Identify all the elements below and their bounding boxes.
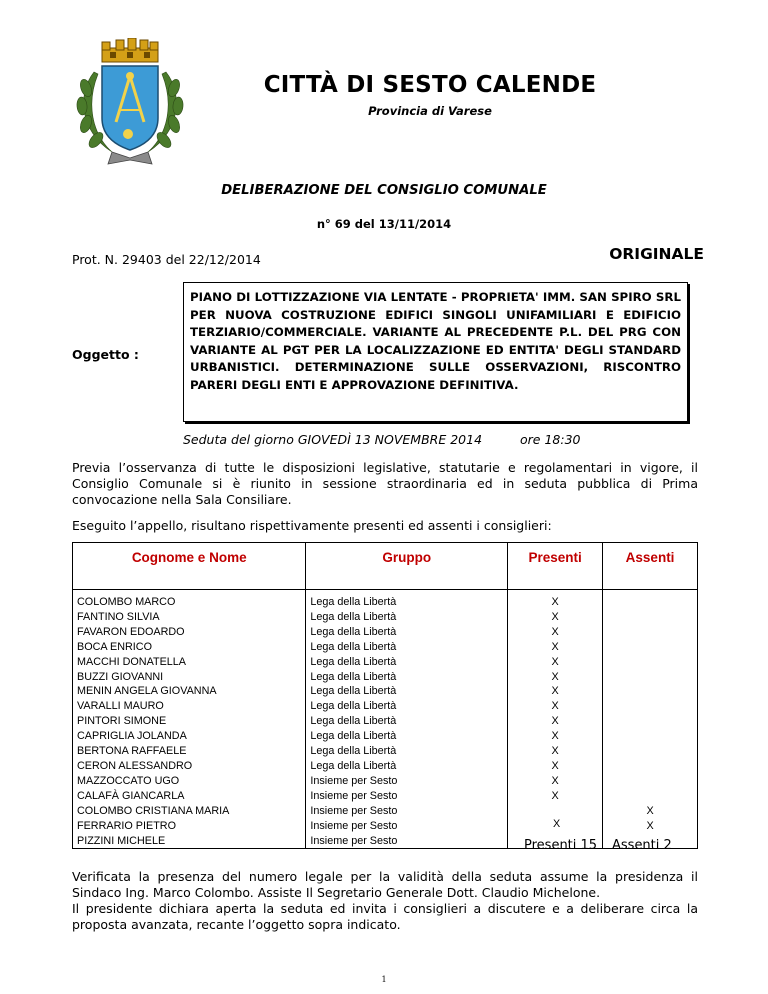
- ribbon-icon: [108, 152, 152, 164]
- row-absent: X: [603, 804, 698, 819]
- table-header-row: [73, 543, 698, 590]
- session-time: ore 18:30: [520, 432, 581, 447]
- row-group: Lega della Libertà: [306, 670, 508, 685]
- row-group: Insieme per Sesto: [306, 789, 508, 804]
- row-absent: [603, 640, 698, 655]
- row-present: X: [508, 699, 603, 714]
- row-present: X: [508, 759, 603, 774]
- original-label: ORIGINALE: [609, 245, 704, 263]
- city-coat-of-arms: [72, 38, 188, 170]
- deliberation-number: n° 69 del 13/11/2014: [316, 217, 452, 231]
- roll-call-paragraph: Eseguito l’appello, risultano rispettivamente presenti ed assenti i consiglieri:: [72, 518, 552, 533]
- row-present: X: [508, 744, 603, 759]
- shield-icon: [102, 66, 158, 150]
- row-present: X: [508, 625, 603, 640]
- row-absent: X: [603, 819, 698, 834]
- row-absent: [603, 759, 698, 774]
- row-present: X: [508, 670, 603, 685]
- row-present: X: [508, 729, 603, 744]
- row-present: X: [508, 684, 603, 699]
- president-text: Il presidente dichiara aperta la seduta ed invita i consiglieri a discutere e a deliberare circa la proposta avanzata, recante l’oggetto sopra indicato.: [72, 901, 698, 932]
- row-group: Lega della Libertà: [306, 610, 508, 625]
- header-name: Cognome e Nome: [73, 543, 306, 590]
- row-absent: [603, 714, 698, 729]
- row-name: CERON ALESSANDRO: [73, 759, 306, 774]
- row-absent: [603, 625, 698, 640]
- stray-present-mark: X: [553, 818, 561, 830]
- row-group: Lega della Libertà: [306, 625, 508, 640]
- row-name: FERRARIO PIETRO: [73, 819, 306, 834]
- header-present: Presenti: [508, 543, 603, 590]
- row-group: Lega della Libertà: [306, 699, 508, 714]
- table-row: [73, 670, 698, 685]
- table-row: [73, 819, 698, 834]
- row-name: VARALLI MAURO: [73, 699, 306, 714]
- row-group: Lega della Libertà: [306, 590, 508, 610]
- total-absent: Assenti 2: [612, 838, 672, 853]
- row-name: COLOMBO CRISTIANA MARIA: [73, 804, 306, 819]
- row-group: Lega della Libertà: [306, 729, 508, 744]
- row-present: X: [508, 789, 603, 804]
- row-absent: [603, 670, 698, 685]
- row-group: Insieme per Sesto: [306, 774, 508, 789]
- table-row: [73, 699, 698, 714]
- table-row: [73, 590, 698, 610]
- row-present: X: [508, 774, 603, 789]
- table-row: [73, 684, 698, 699]
- province-subtitle: Provincia di Varese: [368, 104, 492, 118]
- row-name: MAZZOCCATO UGO: [73, 774, 306, 789]
- row-group: Insieme per Sesto: [306, 819, 508, 834]
- quorum-text: Verificata la presenza del numero legale per la validità della seduta assume la presidenza il Sindaco Ing. Marco Colombo. Assiste Il Segretario Generale Dott. Claudio Michelone.: [72, 869, 698, 900]
- row-group: Lega della Libertà: [306, 714, 508, 729]
- row-name: MACCHI DONATELLA: [73, 655, 306, 670]
- table-row: [73, 655, 698, 670]
- city-title: CITTÀ DI SESTO CALENDE: [263, 72, 597, 98]
- row-name: PIZZINI MICHELE: [73, 834, 306, 849]
- table-row: [73, 834, 698, 849]
- row-absent: [603, 774, 698, 789]
- row-name: CALAFÀ GIANCARLA: [73, 789, 306, 804]
- row-name: FANTINO SILVIA: [73, 610, 306, 625]
- table-row: [73, 774, 698, 789]
- table-row: [73, 804, 698, 819]
- row-absent: [603, 699, 698, 714]
- row-group: Lega della Libertà: [306, 655, 508, 670]
- subject-text: PIANO DI LOTTIZZAZIONE VIA LENTATE - PROPRIETA' IMM. SAN SPIRO SRL PER NUOVA COSTRUZIONE EDIFICI SINGOLI UNIFAMILIARI E EDIFICIO TERZIARIO/COMMERCIALE. VARIANTE AL PRECEDENTE P.L. DEL PRG CON VARIANTE AL PGT PER LA LOCALIZZAZIONE ED ENTITA' DEGLI STANDARD URBANISTICI. DETERMINAZIONE SULLE OSSERVAZIONI, RISCONTRO PARERI DEGLI ENTI E APPROVAZIONE DEFINITIVA.: [190, 290, 681, 392]
- row-name: CAPRIGLIA JOLANDA: [73, 729, 306, 744]
- row-absent: [603, 655, 698, 670]
- row-group: Insieme per Sesto: [306, 834, 508, 849]
- subject-box: [183, 282, 688, 422]
- row-name: BOCA ENRICO: [73, 640, 306, 655]
- row-group: Lega della Libertà: [306, 640, 508, 655]
- table-row: [73, 610, 698, 625]
- row-name: MENIN ANGELA GIOVANNA: [73, 684, 306, 699]
- header-absent: Assenti: [603, 543, 698, 590]
- page-number: 1: [381, 975, 387, 984]
- table-row: [73, 744, 698, 759]
- deliberation-title: DELIBERAZIONE DEL CONSIGLIO COMUNALE: [221, 183, 547, 198]
- subject-label: Oggetto :: [72, 347, 139, 362]
- table-row: [73, 714, 698, 729]
- table-row: [73, 759, 698, 774]
- row-absent: [603, 684, 698, 699]
- row-present: X: [508, 640, 603, 655]
- session-date: Seduta del giorno GIOVEDÌ 13 NOVEMBRE 2014: [183, 432, 483, 447]
- row-name: BUZZI GIOVANNI: [73, 670, 306, 685]
- row-group: Lega della Libertà: [306, 759, 508, 774]
- row-present: X: [508, 610, 603, 625]
- row-absent: [603, 729, 698, 744]
- row-present: X: [508, 590, 603, 610]
- row-present: [508, 804, 603, 819]
- table-row: [73, 789, 698, 804]
- row-absent: [603, 590, 698, 610]
- attendance-table: [72, 542, 698, 849]
- header-group: Gruppo: [306, 543, 508, 590]
- crown-icon: [102, 38, 158, 62]
- protocol-number: Prot. N. 29403 del 22/12/2014: [72, 252, 261, 267]
- row-group: Lega della Libertà: [306, 744, 508, 759]
- table-row: [73, 640, 698, 655]
- total-present: Presenti 15: [524, 838, 598, 853]
- row-name: BERTONA RAFFAELE: [73, 744, 306, 759]
- row-name: FAVARON EDOARDO: [73, 625, 306, 640]
- row-absent: [603, 610, 698, 625]
- row-present: X: [508, 714, 603, 729]
- row-present: X: [508, 655, 603, 670]
- row-absent: [603, 789, 698, 804]
- row-group: Lega della Libertà: [306, 684, 508, 699]
- row-absent: [603, 744, 698, 759]
- table-row: [73, 625, 698, 640]
- row-name: COLOMBO MARCO: [73, 590, 306, 610]
- row-group: Insieme per Sesto: [306, 804, 508, 819]
- table-row: [73, 729, 698, 744]
- closing-paragraph: [72, 869, 698, 933]
- row-name: PINTORI SIMONE: [73, 714, 306, 729]
- intro-paragraph: Previa l’osservanza di tutte le disposizioni legislative, statutarie e regolamentari in vigore, il Consiglio Comunale si è riunito in sessione straordinaria ed in seduta pubblica di Prima convocazione nella Sala Consiliare.: [72, 460, 698, 507]
